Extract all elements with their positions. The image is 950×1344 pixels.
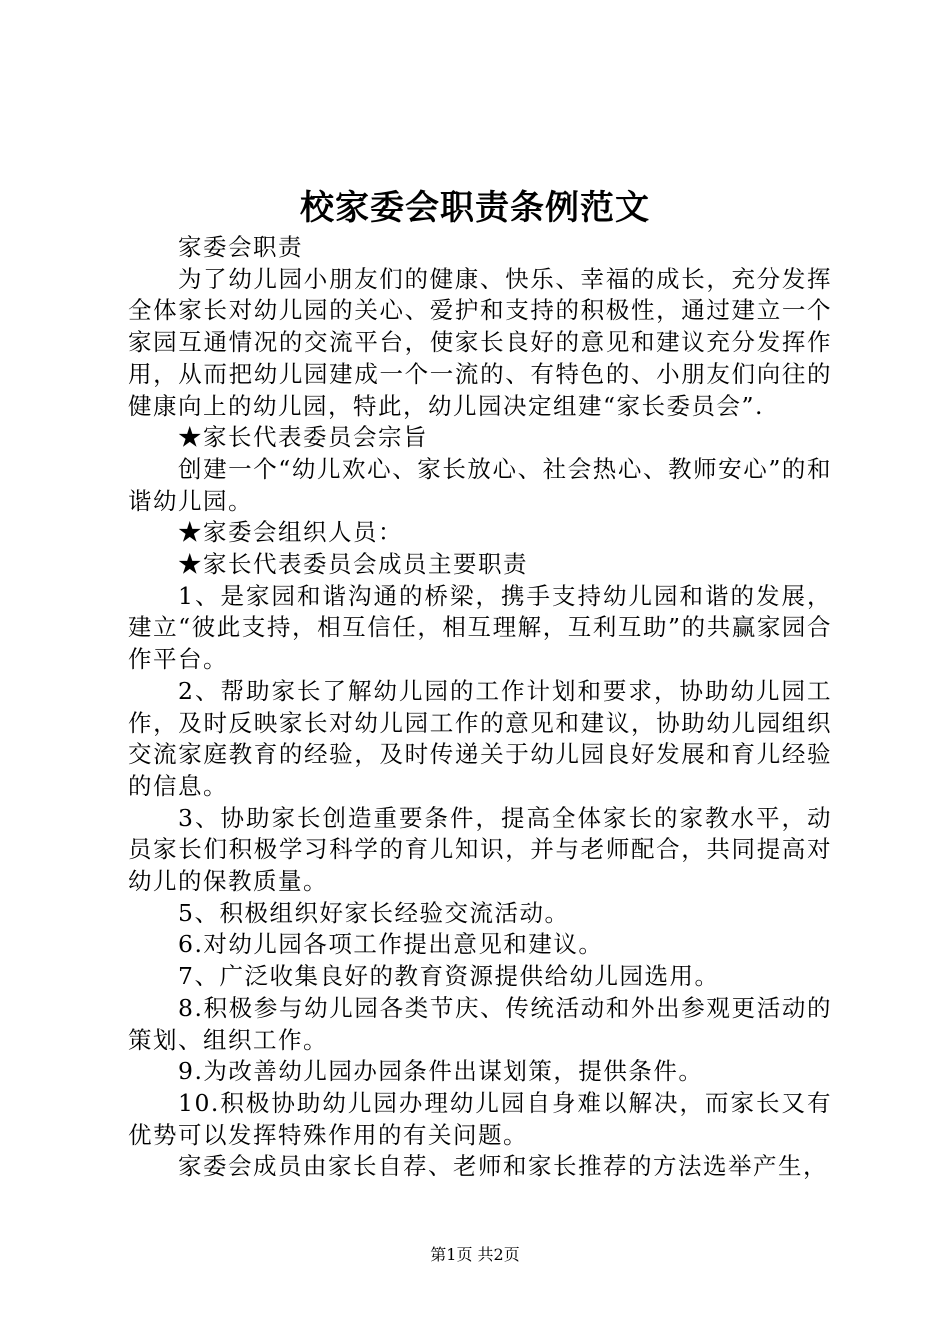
paragraph-duty-7: 7、广泛收集良好的教育资源提供给幼儿园选用。: [178, 962, 720, 991]
paragraph-duty-1: 1、是家园和谐沟通的桥梁，携手支持幼儿园和谐的发展，建立“彼此支持，相互信任，相互理解，互利互助”的共赢家园合作平台。: [128, 581, 832, 674]
paragraph-duty-2: 2、帮助家长了解幼儿园的工作计划和要求，协助幼儿园工作，及时反映家长对幼儿园工作的意见和建议，协助幼儿园组织交流家庭教育的经验，及时传递关于幼儿园良好发展和育儿经验的信息。: [128, 676, 832, 800]
page-number-footer: 第1页 共2页: [430, 1245, 520, 1264]
paragraph-duties-heading: ★家长代表委员会成员主要职责: [178, 550, 528, 579]
paragraph-election: 家委会成员由家长自荐、老师和家长推荐的方法选举产生，: [178, 1152, 828, 1181]
paragraph-intro: 为了幼儿园小朋友们的健康、快乐、幸福的成长，充分发挥全体家长对幼儿园的关心、爱护和支持的积极性，通过建立一个家园互通情况的交流平台，使家长良好的意见和建议充分发挥作用，从而把幼儿园建成一个一流的、有特色的、小朋友们向往的健康向上的幼儿园，特此，幼儿园决定组建“家长委员会”.: [128, 264, 832, 420]
paragraph-members-heading: ★家委会组织人员：: [178, 518, 403, 547]
document-body: [128, 232, 832, 1183]
paragraph-duty-6: 6.对幼儿园各项工作提出意见和建议。: [178, 930, 604, 959]
paragraph-duty-10: 10.积极协助幼儿园办理幼儿园自身难以解决，而家长又有优势可以发挥特殊作用的有关问题。: [128, 1088, 832, 1149]
paragraph-duty-5: 5、积极组织好家长经验交流活动。: [178, 898, 570, 927]
paragraph-purpose-heading: ★家长代表委员会宗旨: [178, 423, 428, 452]
paragraph-duty-9: 9.为改善幼儿园办园条件出谋划策，提供条件。: [178, 1057, 704, 1086]
paragraph-purpose: 创建一个“幼儿欢心、家长放心、社会热心、教师安心”的和谐幼儿园。: [128, 454, 832, 515]
paragraph-section-heading: 家委会职责: [178, 233, 303, 261]
paragraph-duty-8: 8.积极参与幼儿园各类节庆、传统活动和外出参观更活动的策划、组织工作。: [128, 993, 832, 1054]
paragraph-duty-3: 3、协助家长创造重要条件，提高全体家长的家教水平，动员家长们积极学习科学的育儿知识，并与老师配合，共同提高对幼儿的保教质量。: [128, 803, 832, 896]
document-title: 校家委会职责条例范文: [300, 188, 650, 228]
